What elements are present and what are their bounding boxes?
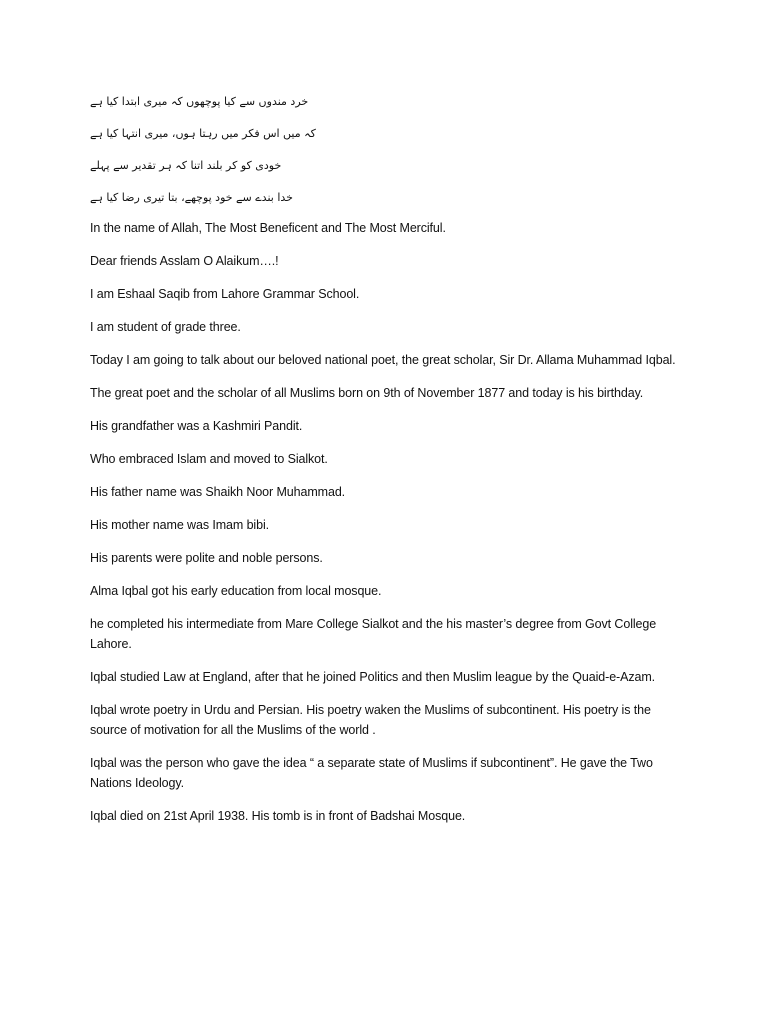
paragraph-greeting: Dear friends Asslam O Alaikum….!: [90, 254, 279, 268]
paragraph-two-nations: Iqbal was the person who gave the idea “ a separate state of Muslims if subcontinent”. He gave the Two Nations Ideology.: [90, 756, 653, 790]
paragraph-college: he completed his intermediate from Mare College Sialkot and the his master’s degree from Govt College Lahore.: [90, 617, 657, 651]
paragraph-bismillah: In the name of Allah, The Most Beneficent and The Most Merciful.: [90, 221, 446, 235]
urdu-verse-line: خدا بندے سے خود پوچھے، بتا تیری رضا کیا ہے: [90, 191, 293, 204]
paragraph-father: His father name was Shaikh Noor Muhammad.: [90, 485, 346, 499]
urdu-verse-block: [90, 90, 350, 218]
paragraph-birth: The great poet and the scholar of all Muslims born on 9th of November 1877 and today is his birthday.: [90, 386, 644, 400]
paragraph-parents: His parents were polite and noble persons.: [90, 551, 323, 565]
urdu-verse-line: خودی کو کر بلند اتنا کہ ہر تقدیر سے پہلے: [90, 159, 282, 172]
paragraph-topic: Today I am going to talk about our beloved national poet, the great scholar, Sir Dr. Allama Muhammad Iqbal.: [90, 353, 676, 367]
paragraph-grandfather: His grandfather was a Kashmiri Pandit.: [90, 419, 303, 433]
paragraph-early-education: Alma Iqbal got his early education from local mosque.: [90, 584, 382, 598]
urdu-verse-line: خرد مندوں سے کیا پوچھوں کہ میری ابتدا کیا ہے: [90, 95, 309, 108]
paragraph-introduction: I am Eshaal Saqib from Lahore Grammar School.: [90, 287, 360, 301]
paragraph-law-politics: Iqbal studied Law at England, after that he joined Politics and then Muslim league by the Quaid-e-Azam.: [90, 670, 656, 684]
paragraph-sialkot: Who embraced Islam and moved to Sialkot.: [90, 452, 328, 466]
paragraph-death: Iqbal died on 21st April 1938. His tomb is in front of Badshai Mosque.: [90, 809, 466, 823]
urdu-verse-line: کہ میں اس فکر میں رہتا ہوں، میری انتہا کیا ہے: [90, 127, 316, 140]
paragraph-poetry: Iqbal wrote poetry in Urdu and Persian. His poetry waken the Muslims of subcontinent. His poetry is the source of motivation for all the Muslims of the world .: [90, 703, 651, 737]
paragraph-grade: I am student of grade three.: [90, 320, 241, 334]
speech-text: [90, 218, 690, 839]
paragraph-mother: His mother name was Imam bibi.: [90, 518, 270, 532]
